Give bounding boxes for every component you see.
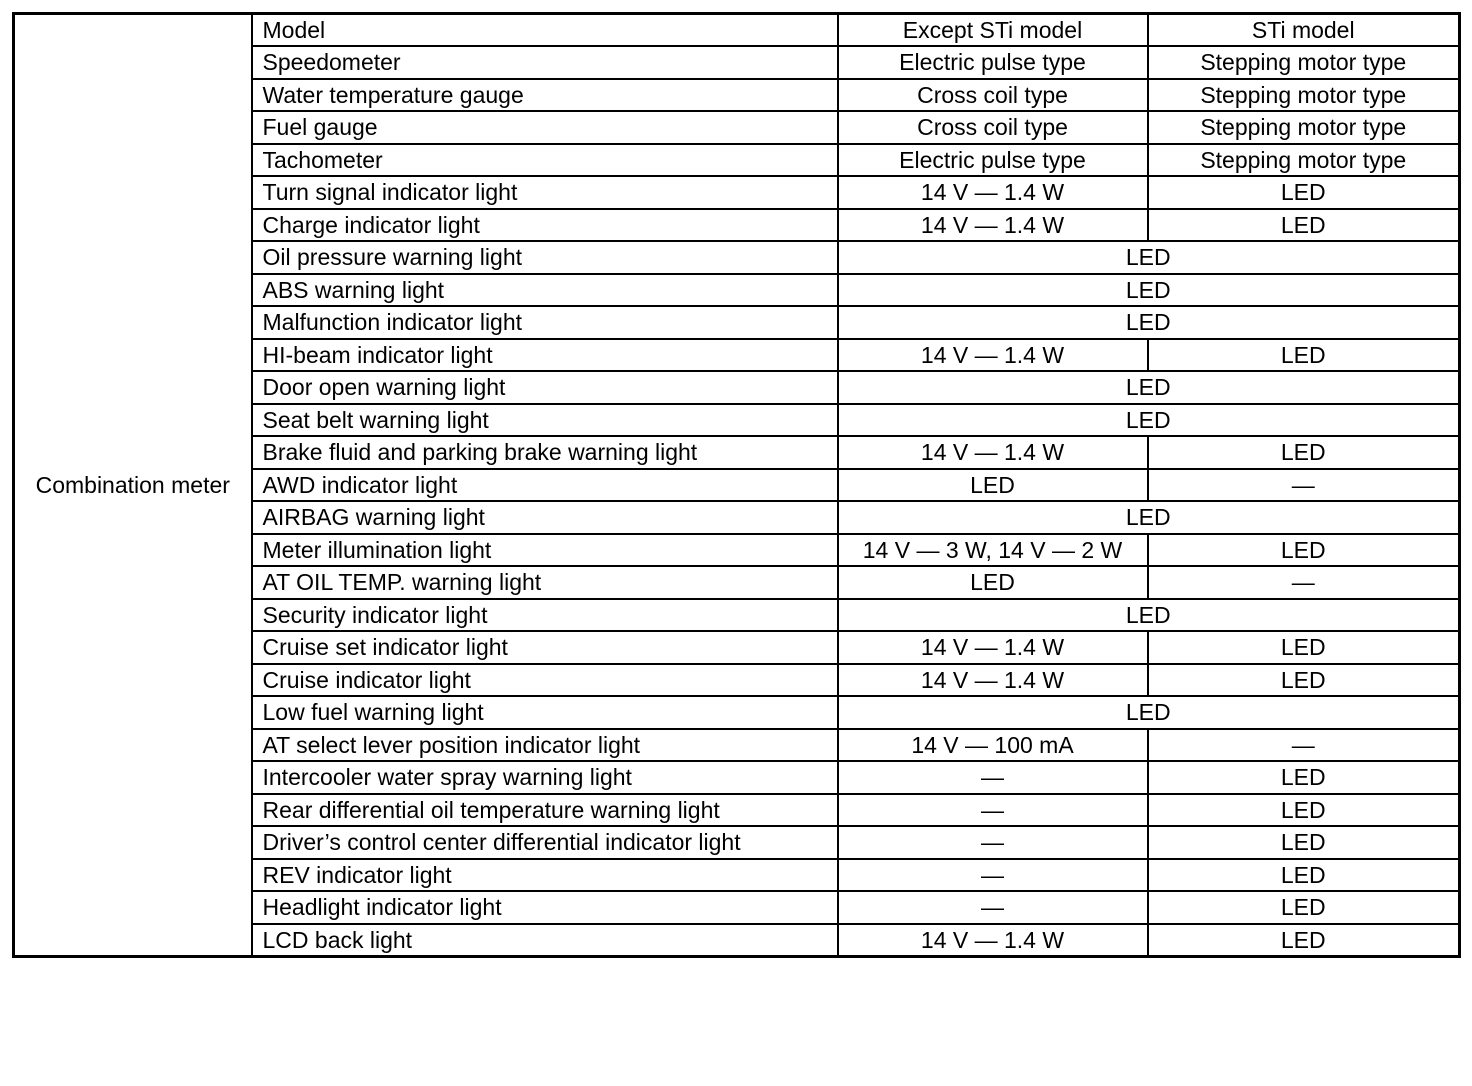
item-name-cell: Cruise indicator light <box>252 664 838 697</box>
sti-value-cell: LED <box>1148 339 1460 372</box>
item-name-cell: LCD back light <box>252 924 838 957</box>
item-name-cell: Turn signal indicator light <box>252 176 838 209</box>
item-name-cell: Seat belt warning light <box>252 404 838 437</box>
sti-value-cell: LED <box>1148 924 1460 957</box>
item-name-cell: Intercooler water spray warning light <box>252 761 838 794</box>
item-name-cell: AIRBAG warning light <box>252 501 838 534</box>
item-name-cell: AT select lever position indicator light <box>252 729 838 762</box>
item-name-cell: Oil pressure warning light <box>252 241 838 274</box>
item-name-cell: Charge indicator light <box>252 209 838 242</box>
item-name-cell: Fuel gauge <box>252 111 838 144</box>
shared-value-cell: LED <box>838 241 1460 274</box>
except-sti-value-cell: Cross coil type <box>838 111 1148 144</box>
sti-value-cell: LED <box>1148 436 1460 469</box>
except-sti-value-cell: LED <box>838 469 1148 502</box>
except-sti-value-cell: 14 V — 1.4 W <box>838 339 1148 372</box>
sti-value-cell: LED <box>1148 859 1460 892</box>
sti-value-cell: LED <box>1148 891 1460 924</box>
item-name-cell: ABS warning light <box>252 274 838 307</box>
item-name-cell: Driver’s control center differential indicator light <box>252 826 838 859</box>
except-sti-value-cell: LED <box>838 566 1148 599</box>
sti-value-cell: Stepping motor type <box>1148 79 1460 112</box>
except-sti-value-cell: — <box>838 891 1148 924</box>
item-name-cell: Low fuel warning light <box>252 696 838 729</box>
shared-value-cell: LED <box>838 274 1460 307</box>
except-sti-value-cell: — <box>838 794 1148 827</box>
item-name-cell: Water temperature gauge <box>252 79 838 112</box>
except-sti-value-cell: 14 V — 1.4 W <box>838 176 1148 209</box>
spec-table <box>12 12 1461 958</box>
sti-value-cell: LED <box>1148 176 1460 209</box>
sti-value-cell: STi model <box>1148 14 1460 47</box>
item-name-cell: Cruise set indicator light <box>252 631 838 664</box>
item-name-cell: Model <box>252 14 838 47</box>
except-sti-value-cell: Except STi model <box>838 14 1148 47</box>
item-name-cell: Tachometer <box>252 144 838 177</box>
sti-value-cell: Stepping motor type <box>1148 144 1460 177</box>
item-name-cell: REV indicator light <box>252 859 838 892</box>
sti-value-cell: LED <box>1148 631 1460 664</box>
sti-value-cell: LED <box>1148 209 1460 242</box>
item-name-cell: Rear differential oil temperature warning light <box>252 794 838 827</box>
item-name-cell: Door open warning light <box>252 371 838 404</box>
sti-value-cell: LED <box>1148 664 1460 697</box>
sti-value-cell: — <box>1148 566 1460 599</box>
shared-value-cell: LED <box>838 404 1460 437</box>
shared-value-cell: LED <box>838 501 1460 534</box>
except-sti-value-cell: — <box>838 826 1148 859</box>
sti-value-cell: Stepping motor type <box>1148 111 1460 144</box>
item-name-cell: Meter illumination light <box>252 534 838 567</box>
sti-value-cell: LED <box>1148 534 1460 567</box>
sti-value-cell: — <box>1148 729 1460 762</box>
group-label-cell: Combination meter <box>14 14 252 957</box>
header-row <box>14 14 1460 47</box>
except-sti-value-cell: — <box>838 761 1148 794</box>
except-sti-value-cell: Electric pulse type <box>838 46 1148 79</box>
except-sti-value-cell: Cross coil type <box>838 79 1148 112</box>
sti-value-cell: LED <box>1148 761 1460 794</box>
item-name-cell: HI-beam indicator light <box>252 339 838 372</box>
item-name-cell: Security indicator light <box>252 599 838 632</box>
except-sti-value-cell: 14 V — 1.4 W <box>838 436 1148 469</box>
item-name-cell: AWD indicator light <box>252 469 838 502</box>
sti-value-cell: LED <box>1148 826 1460 859</box>
item-name-cell: Speedometer <box>252 46 838 79</box>
shared-value-cell: LED <box>838 371 1460 404</box>
except-sti-value-cell: 14 V — 1.4 W <box>838 924 1148 957</box>
except-sti-value-cell: 14 V — 1.4 W <box>838 631 1148 664</box>
except-sti-value-cell: 14 V — 1.4 W <box>838 664 1148 697</box>
shared-value-cell: LED <box>838 696 1460 729</box>
sti-value-cell: Stepping motor type <box>1148 46 1460 79</box>
item-name-cell: Headlight indicator light <box>252 891 838 924</box>
sti-value-cell: — <box>1148 469 1460 502</box>
item-name-cell: AT OIL TEMP. warning light <box>252 566 838 599</box>
item-name-cell: Malfunction indicator light <box>252 306 838 339</box>
except-sti-value-cell: 14 V — 100 mA <box>838 729 1148 762</box>
except-sti-value-cell: Electric pulse type <box>838 144 1148 177</box>
except-sti-value-cell: 14 V — 1.4 W <box>838 209 1148 242</box>
shared-value-cell: LED <box>838 599 1460 632</box>
except-sti-value-cell: — <box>838 859 1148 892</box>
sti-value-cell: LED <box>1148 794 1460 827</box>
shared-value-cell: LED <box>838 306 1460 339</box>
item-name-cell: Brake fluid and parking brake warning light <box>252 436 838 469</box>
spec-table-body <box>14 14 1460 957</box>
except-sti-value-cell: 14 V — 3 W, 14 V — 2 W <box>838 534 1148 567</box>
